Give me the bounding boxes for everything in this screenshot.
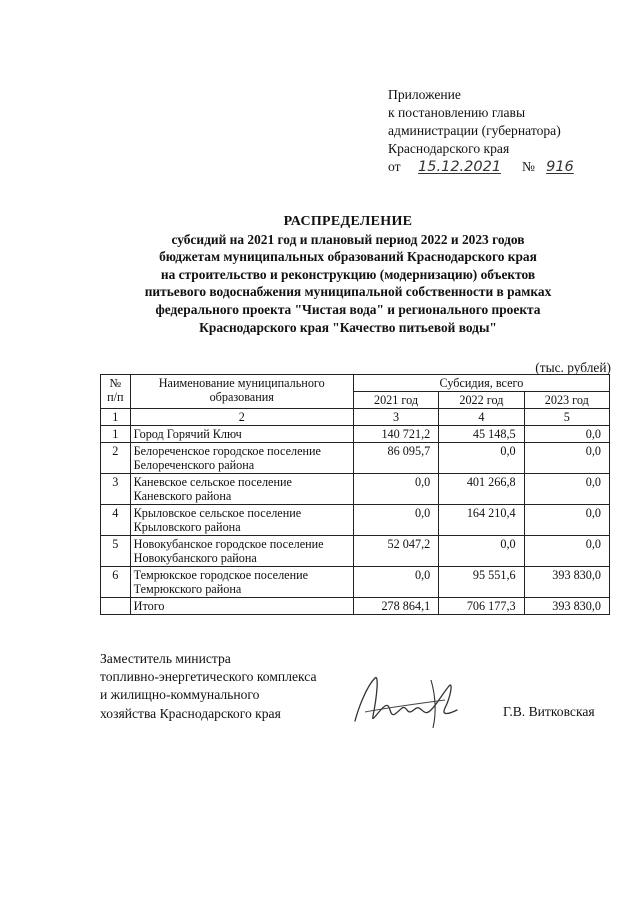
row-2022: 45 148,5 [439, 426, 524, 443]
row-name: Крыловское сельское поселение Крыловского района [130, 505, 353, 536]
appendix-line-1: Приложение [388, 87, 461, 102]
header-number: № п/п [101, 375, 131, 409]
row-2021: 86 095,7 [353, 443, 438, 474]
table-row [101, 505, 610, 536]
header-subsidy-total: Субсидия, всего [353, 375, 609, 392]
subsidy-distribution-table [100, 374, 610, 615]
handwritten-number: 916 [546, 159, 574, 175]
index-cell: 5 [524, 409, 609, 426]
appendix-line-2: к постановлению главы [388, 105, 526, 120]
index-cell: 2 [130, 409, 353, 426]
table-row [101, 474, 610, 505]
table-index-row [101, 409, 610, 426]
title-line-5: федерального проекта "Чистая вода" и регионального проекта [155, 301, 541, 317]
table-row [101, 426, 610, 443]
row-2021: 140 721,2 [353, 426, 438, 443]
total-number [101, 598, 131, 615]
row-2023: 393 830,0 [524, 567, 609, 598]
row-number: 4 [101, 505, 131, 536]
row-number: 6 [101, 567, 131, 598]
row-name: Темрюкское городское поселение Темрюкского района [130, 567, 353, 598]
total-2022: 706 177,3 [439, 598, 524, 615]
row-2021: 0,0 [353, 505, 438, 536]
row-2021: 0,0 [353, 567, 438, 598]
header-2023: 2023 год [524, 392, 609, 409]
row-name: Белореченское городское поселение Белореченского района [130, 443, 353, 474]
signatory-title [100, 650, 317, 723]
document-title: РАСПРЕДЕЛЕНИЕ [283, 214, 413, 229]
row-2022: 401 266,8 [439, 474, 524, 505]
from-label: от [388, 159, 401, 174]
row-number: 5 [101, 536, 131, 567]
table-total-row [101, 598, 610, 615]
document-title-block [118, 213, 578, 336]
title-line-3: на строительство и реконструкцию (модернизацию) объектов [160, 266, 536, 282]
total-2023: 393 830,0 [524, 598, 609, 615]
appendix-date-number-line [388, 158, 618, 176]
index-cell: 1 [101, 409, 131, 426]
table-header-row [101, 375, 610, 392]
total-label: Итого [130, 598, 353, 615]
header-name: Наименование муниципального образования [130, 375, 353, 409]
handwritten-signature [345, 666, 475, 736]
row-2023: 0,0 [524, 443, 609, 474]
row-2022: 0,0 [439, 536, 524, 567]
index-cell: 3 [353, 409, 438, 426]
row-2022: 164 210,4 [439, 505, 524, 536]
header-2021: 2021 год [353, 392, 438, 409]
appendix-header [388, 86, 618, 176]
units-label: (тыс. рублей) [535, 360, 611, 375]
row-2023: 0,0 [524, 426, 609, 443]
signatory-line-1: Заместитель министра [100, 651, 231, 666]
signatory-line-4: хозяйства Краснодарского края [100, 705, 281, 721]
row-name: Город Горячий Ключ [130, 426, 353, 443]
title-line-2: бюджетам муниципальных образований Краснодарского края [159, 249, 537, 265]
row-name: Новокубанское городское поселение Новокубанского района [130, 536, 353, 567]
number-label: № [521, 159, 535, 174]
title-line-1: субсидий на 2021 год и плановый период 2022 и 2023 годов [171, 231, 525, 247]
table-row [101, 536, 610, 567]
appendix-line-3: администрации (губернатора) [388, 123, 561, 138]
table-row [101, 443, 610, 474]
signatory-line-3: и жилищно-коммунального [100, 687, 260, 703]
title-line-4: питьевого водоснабжения муниципальной собственности в рамках [144, 284, 552, 300]
handwritten-date: 15.12.2021 [418, 159, 502, 175]
row-2022: 0,0 [439, 443, 524, 474]
row-number: 3 [101, 474, 131, 505]
row-2023: 0,0 [524, 505, 609, 536]
appendix-line-4: Краснодарского края [388, 141, 510, 156]
row-number: 1 [101, 426, 131, 443]
row-number: 2 [101, 443, 131, 474]
index-cell: 4 [439, 409, 524, 426]
title-line-6: Краснодарского края "Качество питьевой воды" [199, 319, 497, 335]
row-2023: 0,0 [524, 474, 609, 505]
row-2021: 0,0 [353, 474, 438, 505]
row-2021: 52 047,2 [353, 536, 438, 567]
row-name: Каневское сельское поселение Каневского района [130, 474, 353, 505]
signatory-name: Г.В. Витковская [503, 704, 595, 719]
table-row [101, 567, 610, 598]
row-2023: 0,0 [524, 536, 609, 567]
signatory-line-2: топливно-энергетического комплекса [100, 669, 317, 685]
total-2021: 278 864,1 [353, 598, 438, 615]
row-2022: 95 551,6 [439, 567, 524, 598]
header-2022: 2022 год [439, 392, 524, 409]
